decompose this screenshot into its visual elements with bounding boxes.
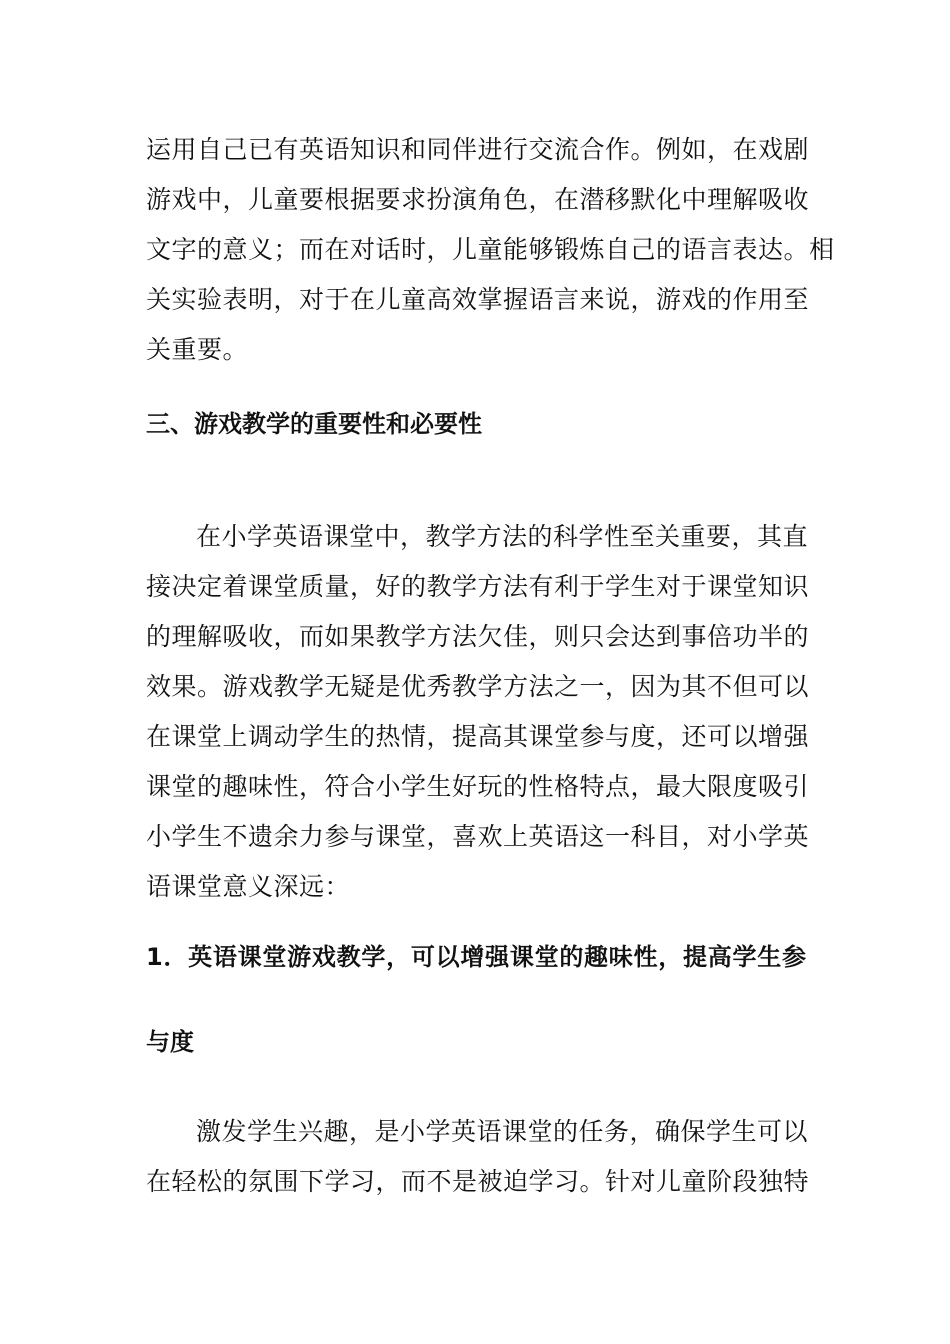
paragraph-line: 语课堂意义深远：	[146, 872, 351, 901]
subsection-heading-continued: 与度	[146, 1028, 194, 1056]
paragraph-line: 关实验表明，对于在儿童高效掌握语言来说，游戏的作用至	[146, 285, 810, 314]
paragraph-line: 运用自己已有英语知识和同伴进行交流合作。例如，在戏剧	[146, 135, 810, 164]
paragraph-line: 课堂的趣味性，符合小学生好玩的性格特点，最大限度吸引	[146, 772, 810, 801]
paragraph-line: 游戏中，儿童要根据要求扮演角色，在潜移默化中理解吸收	[146, 185, 810, 214]
paragraph-line: 文字的意义；而在对话时，儿童能够锻炼自己的语言表达。相	[146, 235, 835, 264]
paragraph-line: 在小学英语课堂中，教学方法的科学性至关重要，其直	[196, 522, 809, 551]
section-heading: 三、游戏教学的重要性和必要性	[146, 410, 482, 438]
paragraph-line: 关重要。	[146, 335, 249, 364]
paragraph-line: 在轻松的氛围下学习，而不是被迫学习。针对儿童阶段独特	[146, 1167, 810, 1196]
paragraph-line: 激发学生兴趣，是小学英语课堂的任务，确保学生可以	[196, 1117, 809, 1146]
subsection-heading: 1．英语课堂游戏教学，可以增强课堂的趣味性，提高学生参	[146, 943, 806, 971]
paragraph-line: 效果。游戏教学无疑是优秀教学方法之一，因为其不但可以	[146, 672, 810, 701]
paragraph-line: 的理解吸收，而如果教学方法欠佳，则只会达到事倍功半的	[146, 622, 810, 651]
paragraph-line: 在课堂上调动学生的热情，提高其课堂参与度，还可以增强	[146, 722, 810, 751]
paragraph-line: 接决定着课堂质量，好的教学方法有利于学生对于课堂知识	[146, 572, 810, 601]
paragraph-line: 小学生不遗余力参与课堂，喜欢上英语这一科目，对小学英	[146, 822, 810, 851]
